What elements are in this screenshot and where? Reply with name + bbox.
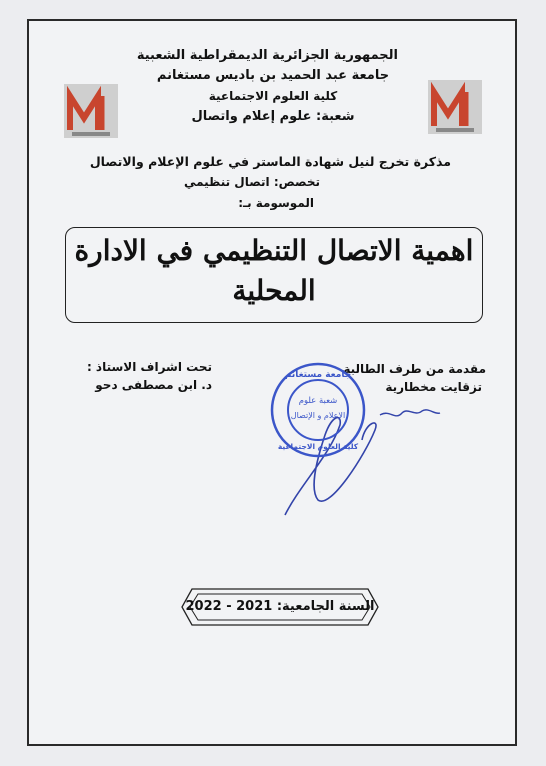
header-department: شعبة: علوم إعلام واتصال bbox=[191, 109, 355, 124]
thesis-purpose: مذكرة تخرج لنيل شهادة الماستر في علوم الإعلام والاتصال bbox=[89, 154, 451, 169]
university-stamp bbox=[265, 360, 371, 460]
stamp-line2: الإعلام و الإتصال bbox=[290, 411, 346, 420]
thesis-title-box bbox=[65, 227, 483, 323]
thesis-title-line2: المحلية bbox=[232, 274, 316, 307]
academic-year: السنة الجامعية: 2021 - 2022 bbox=[185, 599, 375, 614]
university-logo-left bbox=[62, 82, 120, 140]
supervisor-name: د. ابن مصطفى دحو bbox=[95, 378, 212, 392]
stamp-bottom-text: كلية العلوم الاجتماعية bbox=[277, 442, 359, 451]
header-university: جامعة عبد الحميد بن باديس مستغانم bbox=[156, 68, 390, 83]
thesis-specialty: تخصص: اتصال تنظيمي bbox=[183, 175, 320, 189]
supervisor-label: تحت اشراف الاستاذ : bbox=[86, 360, 212, 374]
stamp-top-text: جامعة مستغانم bbox=[284, 370, 352, 380]
header-republic: الجمهورية الجزائرية الديمقراطية الشعبية bbox=[136, 48, 398, 63]
thesis-title-line1: اهمية الاتصال التنظيمي في الادارة bbox=[74, 234, 474, 267]
university-logo-right bbox=[426, 78, 484, 136]
student-name: تزقايت مخطارية bbox=[385, 380, 482, 394]
stamp-line1: شعبة علوم bbox=[298, 396, 338, 406]
header-faculty: كلية العلوم الاجتماعية bbox=[208, 89, 338, 103]
student-label: مقدمة من طرف الطالبة bbox=[343, 362, 486, 376]
thesis-titled: الموسومة بـ: bbox=[238, 196, 314, 210]
